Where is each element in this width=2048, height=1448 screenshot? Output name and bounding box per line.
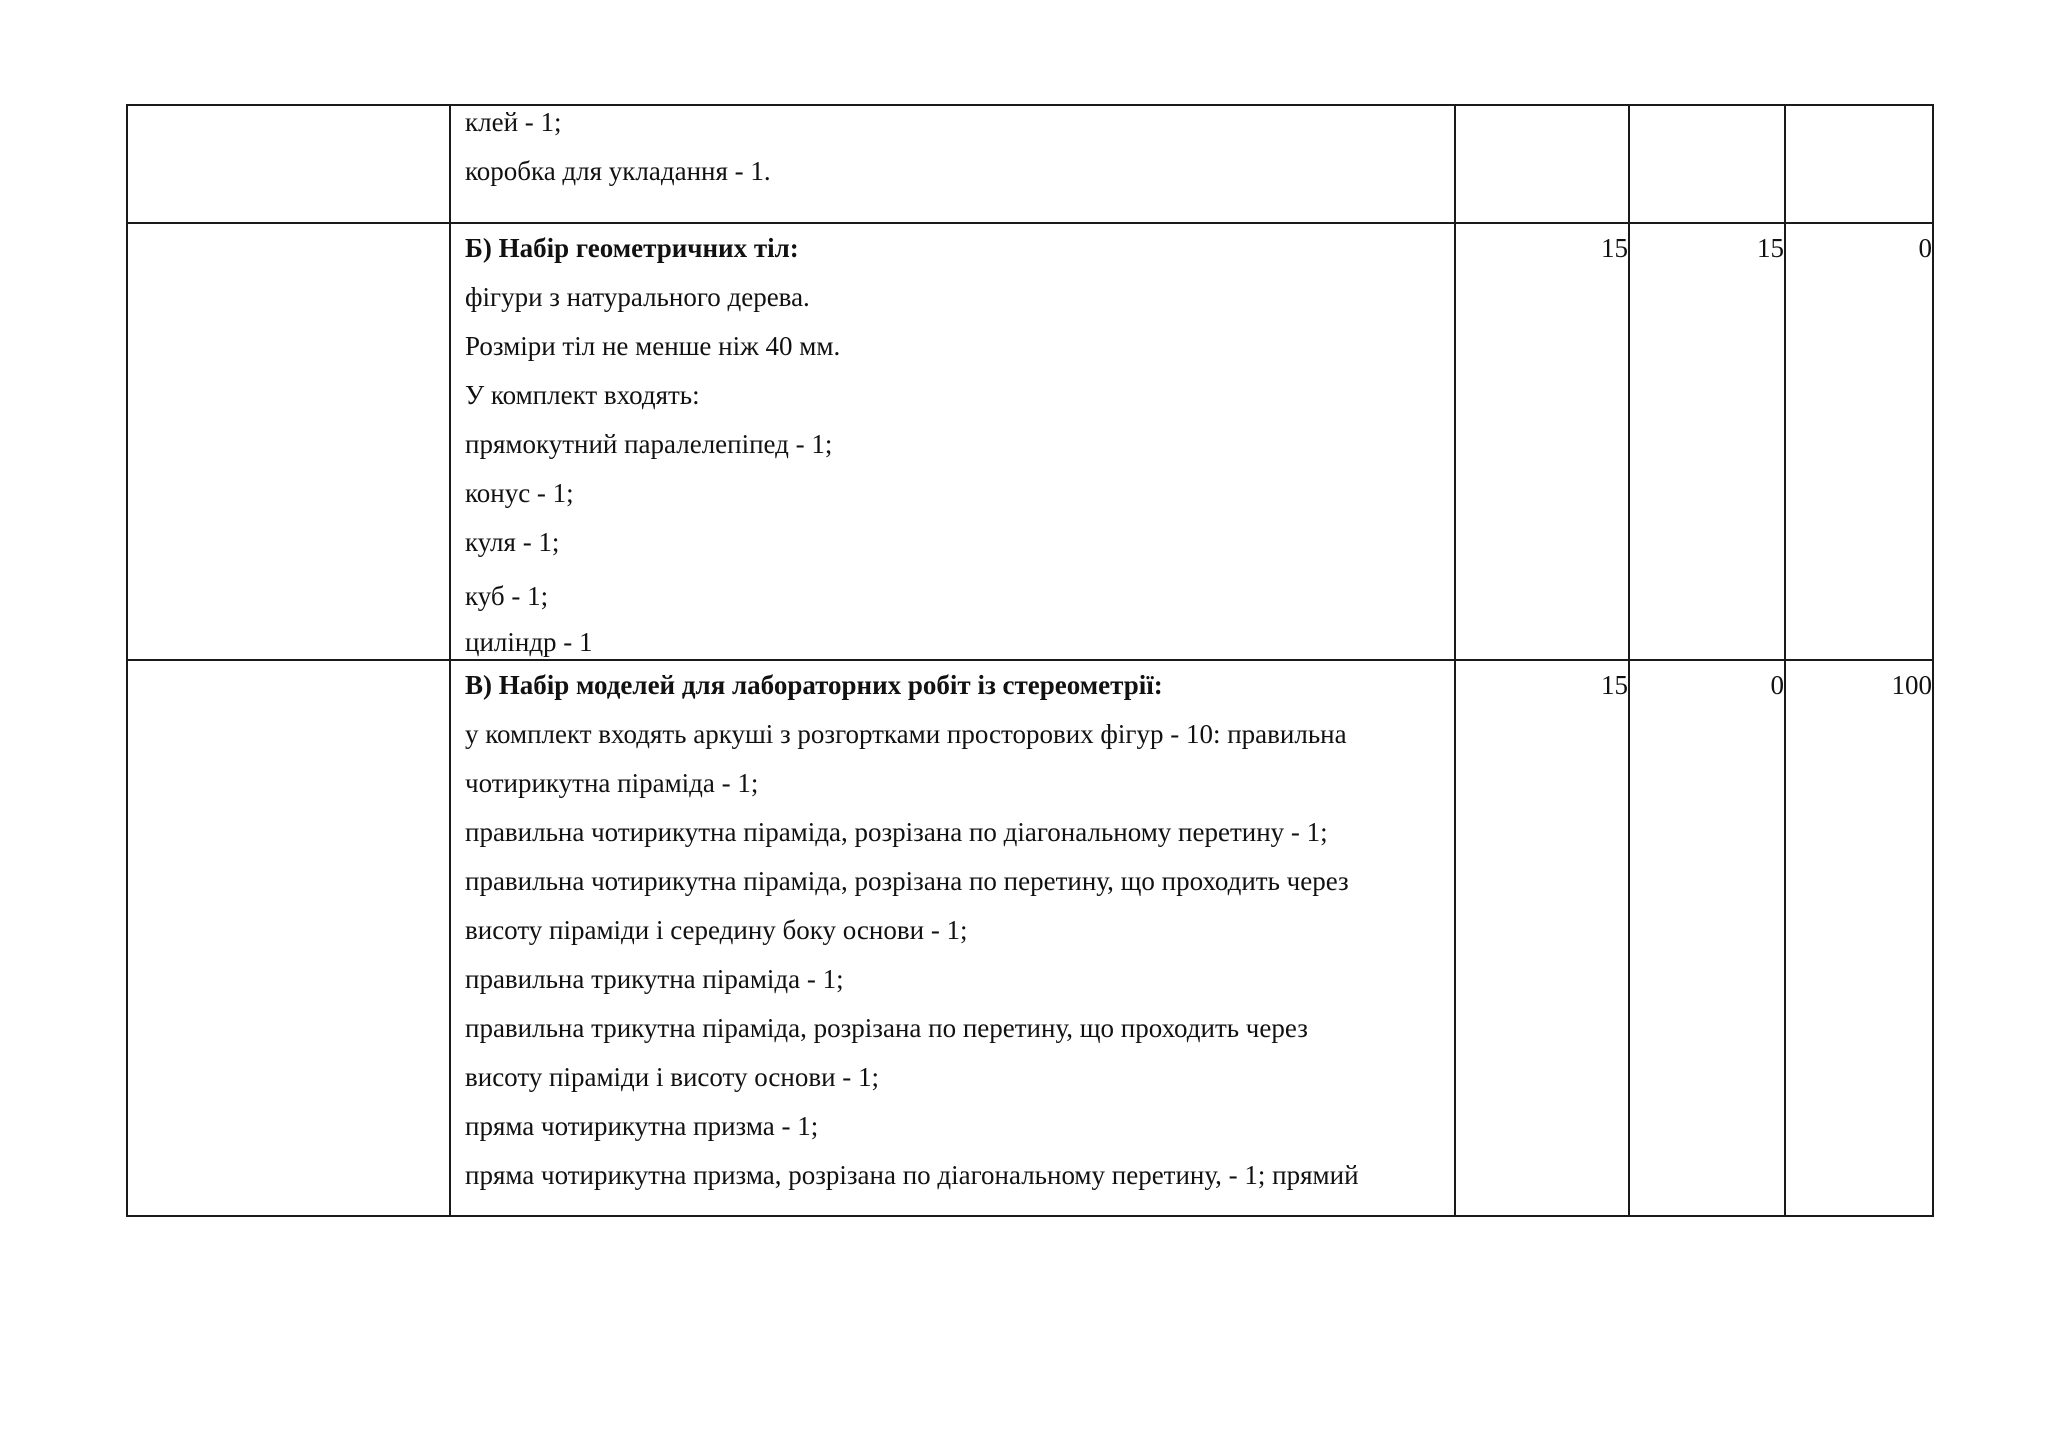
table-cell-empty: [127, 105, 450, 223]
table-cell-description: [450, 660, 1455, 1216]
table-cell-value: 15: [1629, 223, 1785, 660]
description-line: у комплект входять аркуші з розгортками просторових фігур - 10: правильна: [465, 719, 1347, 749]
table-row: [127, 660, 1933, 1216]
table-cell-empty: [127, 223, 450, 660]
description-line: правильна чотирикутна піраміда, розрізана по перетину, що проходить через: [465, 866, 1349, 896]
description-line: циліндр - 1: [465, 627, 593, 657]
equipment-table: [126, 104, 1934, 1217]
description-line: висоту піраміди і середину боку основи - 1;: [465, 915, 968, 945]
table-cell-value: [1455, 105, 1629, 223]
description-line: фігури з натурального дерева.: [465, 282, 810, 312]
description-line: правильна трикутна піраміда, розрізана по перетину, що проходить через: [465, 1013, 1308, 1043]
table-cell-value: 100: [1785, 660, 1933, 1216]
description-line: У комплект входять:: [465, 380, 700, 410]
description-line: пряма чотирикутна призма, розрізана по діагональному перетину, - 1; прямий: [465, 1160, 1359, 1190]
description-line: чотирикутна піраміда - 1;: [465, 768, 759, 798]
section-title: Б) Набір геометричних тіл:: [465, 233, 799, 263]
description-line: куб - 1;: [465, 581, 549, 611]
description-line: конус - 1;: [465, 478, 574, 508]
description-line: прямокутний паралелепіпед - 1;: [465, 429, 833, 459]
table-row: [127, 223, 1933, 660]
description-line: коробка для укладання - 1.: [465, 156, 771, 186]
table-cell-description: [450, 105, 1455, 223]
table-cell-value: [1629, 105, 1785, 223]
table-cell-description: [450, 223, 1455, 660]
table-cell-empty: [127, 660, 450, 1216]
section-title: В) Набір моделей для лабораторних робіт із стереометрії:: [465, 670, 1163, 700]
description-line: правильна трикутна піраміда - 1;: [465, 964, 844, 994]
table-cell-value: [1785, 105, 1933, 223]
table-row: [127, 105, 1933, 223]
description-line: висоту піраміди і висоту основи - 1;: [465, 1062, 880, 1092]
description-line: клей - 1;: [465, 107, 562, 137]
table-cell-value: 15: [1455, 660, 1629, 1216]
description-line: куля - 1;: [465, 527, 560, 557]
description-line: Розміри тіл не менше ніж 40 мм.: [465, 331, 841, 361]
description-line: пряма чотирикутна призма - 1;: [465, 1111, 819, 1141]
table-cell-value: 0: [1785, 223, 1933, 660]
description-line: правильна чотирикутна піраміда, розрізана по діагональному перетину - 1;: [465, 817, 1328, 847]
table-cell-value: 15: [1455, 223, 1629, 660]
table-cell-value: 0: [1629, 660, 1785, 1216]
